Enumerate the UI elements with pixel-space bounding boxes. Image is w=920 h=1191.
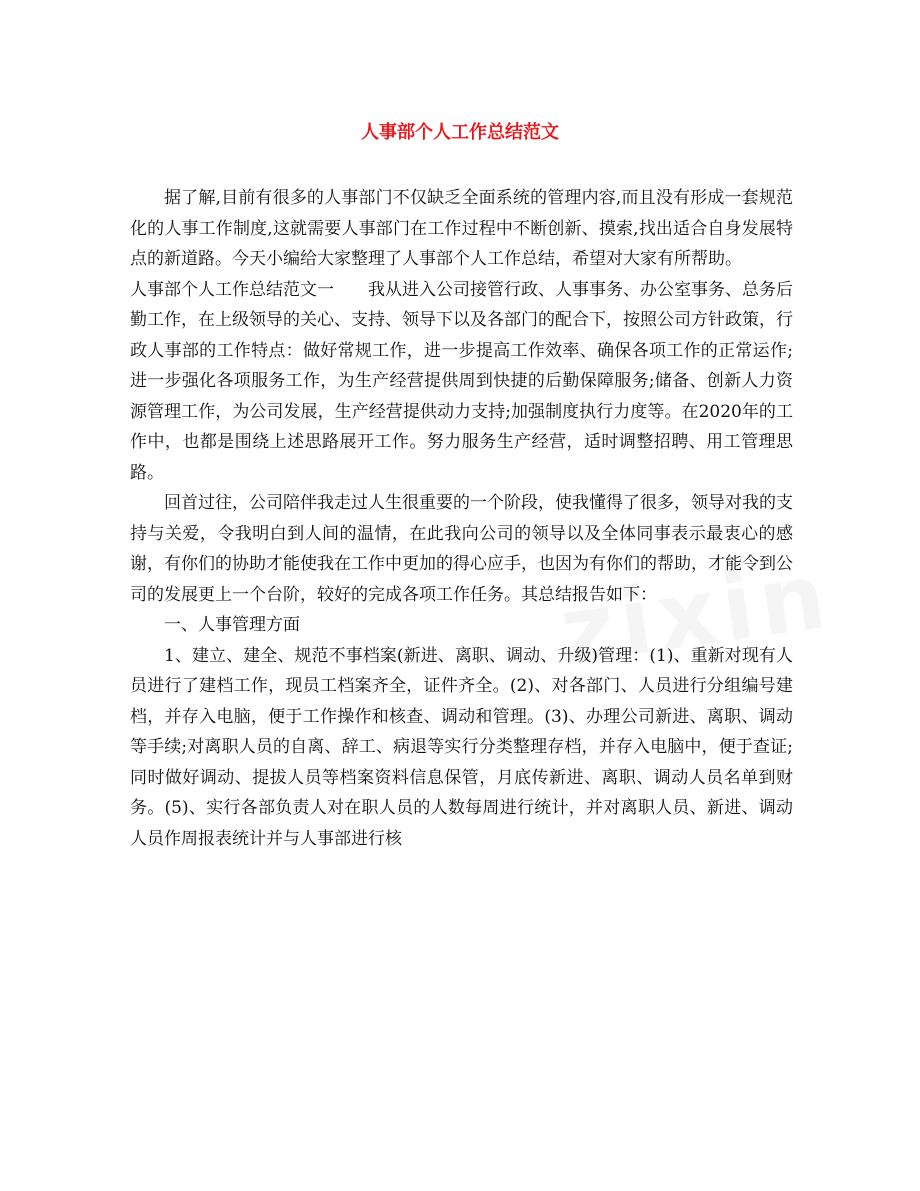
paragraph-personnel-files: 1、建立、建全、规范不事档案(新进、离职、调动、升级)管理：(1)、重新对现有人员进行了建档工作，现员工档案齐全，证件齐全。(2)、对各部门、人员进行分组编号建档，并存入电脑，便于工作操作和核查、调动和管理。(3)、办理公司新进、离职、调动等手续;对离职人员的自离、辞工、病退等实行分类整理存档，并存入电脑中，便于查证;同时做好调动、提拔人员等档案资料信息保管，月底传新进、离职、调动人员名单到财务。(5)、实行各部负责人对在职人员的人数每周进行统计，并对离职人员、新进、调动人员作周报表统计并与人事部进行核: [130, 645, 793, 849]
document-title: 人事部个人工作总结范文: [361, 122, 559, 143]
paragraph-section-one: 人事部个人工作总结范文一 我从进入公司接管行政、人事事务、办公室事务、总务后勤工作，在上级领导的关心、支持、领导下以及各部门的配合下，按照公司方针政策，行政人事部的工作特点：做好常规工作，进一步提高工作效率、确保各项工作的正常运作;进一步强化各项服务工作，为生产经营提供周到快捷的后勤保障服务;储备、创新人力资源管理工作，为公司发展，生产经营提供动力支持;加强制度执行力度等。在2020年的工作中，也都是围绕上述思路展开工作。努力服务生产经营，适时调整招聘、用工管理思路。: [130, 279, 793, 483]
section-heading: 一、人事管理方面: [164, 615, 300, 635]
paragraph-intro: 据了解,目前有很多的人事部门不仅缺乏全面系统的管理内容,而且没有形成一套规范化的人事工作制度,这就需要人事部门在工作过程中不断创新、摸索,找出适合自身发展特点的新道路。今天小编给大家整理了人事部个人工作总结，希望对大家有所帮助。: [130, 188, 793, 269]
paragraph-review: 回首过往，公司陪伴我走过人生很重要的一个阶段，使我懂得了很多，领导对我的支持与关爱，令我明白到人间的温情，在此我向公司的领导以及全体同事表示最衷心的感谢，有你们的协助才能使我在工作中更加的得心应手，也因为有你们的帮助，才能令到公司的发展更上一个台阶，较好的完成各项工作任务。其总结报告如下：: [130, 493, 793, 605]
document-body: [130, 183, 793, 854]
